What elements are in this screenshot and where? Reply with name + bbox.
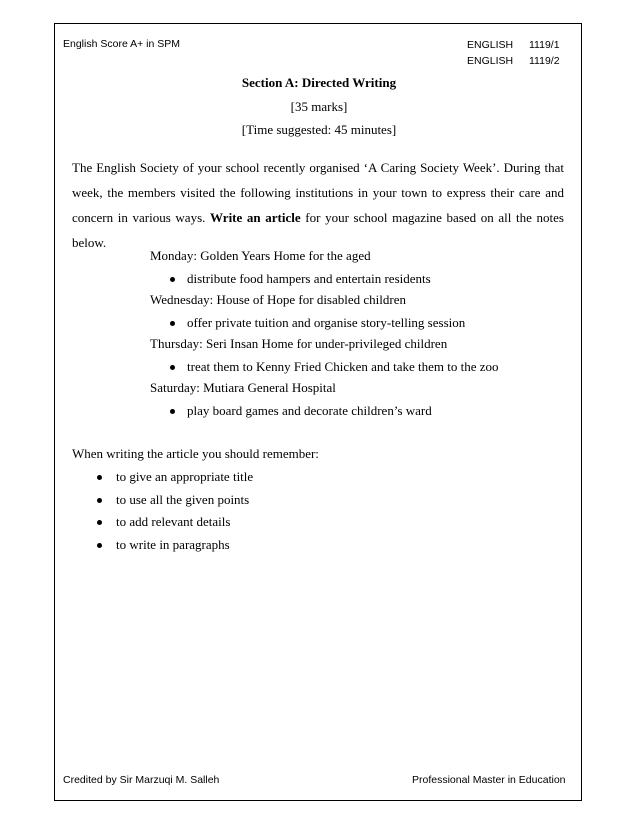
note-point-text: distribute food hampers and entertain residents — [187, 271, 431, 286]
remember-item-text: to use all the given points — [116, 492, 250, 507]
section-time: [Time suggested: 45 minutes] — [241, 122, 397, 137]
header-subject: ENGLISH — [467, 55, 514, 67]
header-paper-code: 1119/2 — [529, 55, 560, 67]
note-point — [170, 315, 465, 331]
intro-text-before: The English Society of your school recently organised ‘A Caring Society Week’. During that week, the members visited the following institutions in your town to express their care and concern in various ways. — [72, 160, 564, 225]
remember-item — [97, 537, 230, 553]
note-day: Wednesday: House of Hope for disabled children — [150, 292, 406, 307]
remember-item-text: to give an appropriate title — [116, 469, 254, 484]
section-marks: [35 marks] — [290, 99, 348, 114]
note-point — [170, 359, 499, 375]
footer-credit: Credited by Sir Marzuqi M. Salleh — [63, 774, 220, 786]
intro-bold-instruction: Write an article — [210, 210, 301, 225]
bullet-icon — [170, 321, 175, 326]
intro-text-after: for your school magazine based on all the notes below. — [72, 210, 564, 250]
remember-item-text: to add relevant details — [116, 514, 231, 529]
note-point — [170, 403, 432, 419]
remember-item — [97, 469, 253, 485]
note-day: Monday: Golden Years Home for the aged — [150, 248, 371, 263]
bullet-icon — [97, 498, 102, 503]
header-row — [467, 37, 569, 53]
remember-item — [97, 492, 249, 508]
intro-paragraph — [72, 155, 564, 255]
bullet-icon — [97, 520, 102, 525]
note-point-text: offer private tuition and organise story-telling session — [187, 315, 466, 330]
note-point — [170, 271, 431, 287]
note-point-text: treat them to Kenny Fried Chicken and take them to the zoo — [187, 359, 499, 374]
remember-heading: When writing the article you should remember: — [72, 446, 319, 461]
bullet-icon — [170, 365, 175, 370]
footer-tagline: Professional Master in Education — [412, 774, 566, 786]
header-paper-code: 1119/1 — [529, 39, 560, 51]
header-right — [467, 37, 569, 69]
header-subject: ENGLISH — [467, 39, 514, 51]
bullet-icon — [170, 277, 175, 282]
bullet-icon — [170, 409, 175, 414]
bullet-icon — [97, 543, 102, 548]
header-left: English Score A+ in SPM — [63, 38, 181, 50]
remember-item-text: to write in paragraphs — [116, 537, 230, 552]
section-title: Section A: Directed Writing — [241, 75, 397, 90]
bullet-icon — [97, 475, 102, 480]
remember-item — [97, 514, 230, 530]
note-point-text: play board games and decorate children’s ward — [187, 403, 432, 418]
note-day: Saturday: Mutiara General Hospital — [150, 380, 336, 395]
header-row — [467, 53, 569, 69]
note-day: Thursday: Seri Insan Home for under-privileged children — [150, 336, 448, 351]
